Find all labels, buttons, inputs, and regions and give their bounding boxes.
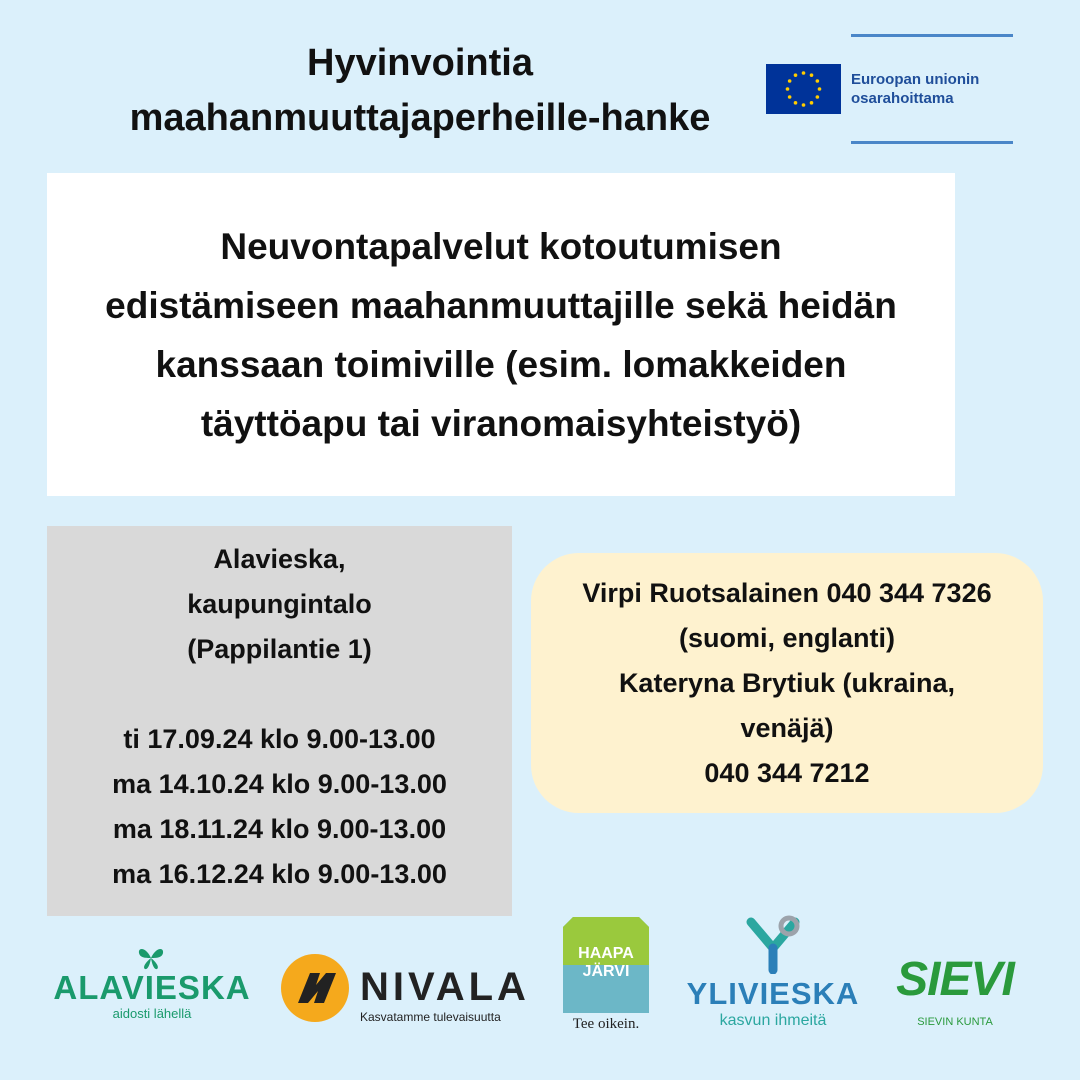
- haapajarvi-line-1: HAAPA: [578, 945, 634, 962]
- eu-star-icon: [802, 71, 806, 75]
- nivala-tagline: Kasvatamme tulevaisuutta: [360, 1010, 501, 1024]
- location-place-line: Alavieska,: [213, 544, 346, 574]
- eu-bottom-rule: [851, 141, 1013, 144]
- eu-star-icon: [816, 95, 820, 99]
- eu-star-icon: [802, 103, 806, 107]
- eu-funding-text: [851, 70, 1016, 108]
- alavieska-logo: [52, 945, 252, 1025]
- eu-line-1: Euroopan unionin: [851, 71, 980, 88]
- contacts-list: [537, 571, 1037, 796]
- contacts-box: [531, 553, 1043, 813]
- contact-line: venäjä): [740, 712, 834, 743]
- eu-top-rule: [851, 34, 1013, 37]
- eu-star-icon: [810, 101, 814, 105]
- sievi-tagline: SIEVIN KUNTA: [917, 1016, 993, 1028]
- page-title: [60, 36, 780, 146]
- eu-star-icon: [818, 87, 822, 91]
- location-schedule-box: [47, 526, 512, 916]
- eu-line-2: osarahoittama: [851, 90, 954, 107]
- intro-line: täyttöapu tai viranomaisyhteistyö): [200, 402, 802, 444]
- butterfly-icon: [136, 945, 166, 971]
- ylivieska-tagline: kasvun ihmeitä: [719, 1012, 827, 1029]
- schedule-date: ma 18.11.24 klo 9.00-13.00: [112, 814, 447, 844]
- eu-star-icon: [788, 79, 792, 83]
- haapajarvi-tagline: Tee oikein.: [572, 1016, 640, 1032]
- eu-star-icon: [786, 87, 790, 91]
- schedule-date: ti 17.09.24 klo 9.00-13.00: [123, 724, 436, 754]
- title-line-1: Hyvinvointia: [307, 42, 533, 84]
- eu-star-icon: [816, 79, 820, 83]
- haapajarvi-logo: [560, 917, 652, 1037]
- contact-line: (suomi, englanti): [679, 622, 895, 653]
- sievi-wordmark: SIEVI: [896, 953, 1014, 1006]
- service-description-box: [47, 173, 955, 496]
- contact-line: Virpi Ruotsalainen 040 344 7326: [582, 577, 992, 608]
- haapajarvi-line-2: JÄRVI: [582, 963, 630, 980]
- nivala-emblem-icon: [280, 953, 350, 1023]
- service-description: [51, 217, 951, 453]
- intro-line: edistämiseen maahanmuuttajille sekä heidän: [105, 284, 897, 326]
- ylivieska-logo: [683, 912, 863, 1037]
- eu-funding-badge: [766, 34, 1016, 146]
- sievi-logo: [890, 950, 1020, 1035]
- alavieska-tagline: aidosti lähellä: [112, 1006, 192, 1021]
- intro-line: Neuvontapalvelut kotoutumisen: [220, 225, 782, 267]
- eu-star-icon: [788, 95, 792, 99]
- eu-star-icon: [794, 101, 798, 105]
- intro-line: kanssaan toimiville (esim. lomakkeiden: [155, 343, 847, 385]
- location-address: (Pappilantie 1): [187, 634, 372, 664]
- ylivieska-wordmark: YLIVIESKA: [686, 976, 860, 1011]
- contact-line: 040 344 7212: [704, 757, 870, 788]
- eu-flag-icon: [766, 64, 841, 114]
- location-place-line: kaupungintalo: [187, 589, 372, 619]
- ylivieska-emblem-icon: [743, 912, 803, 974]
- schedule-date: ma 14.10.24 klo 9.00-13.00: [112, 769, 447, 799]
- nivala-logo: [280, 953, 535, 1033]
- eu-star-icon: [810, 73, 814, 77]
- alavieska-wordmark: ALAVIESKA: [53, 969, 251, 1006]
- title-line-2: maahanmuuttajaperheille-hanke: [129, 97, 711, 139]
- eu-star-icon: [794, 73, 798, 77]
- schedule-date: ma 16.12.24 klo 9.00-13.00: [112, 859, 447, 889]
- nivala-wordmark: NIVALA: [360, 965, 530, 1009]
- contact-line: Kateryna Brytiuk (ukraina,: [618, 667, 956, 698]
